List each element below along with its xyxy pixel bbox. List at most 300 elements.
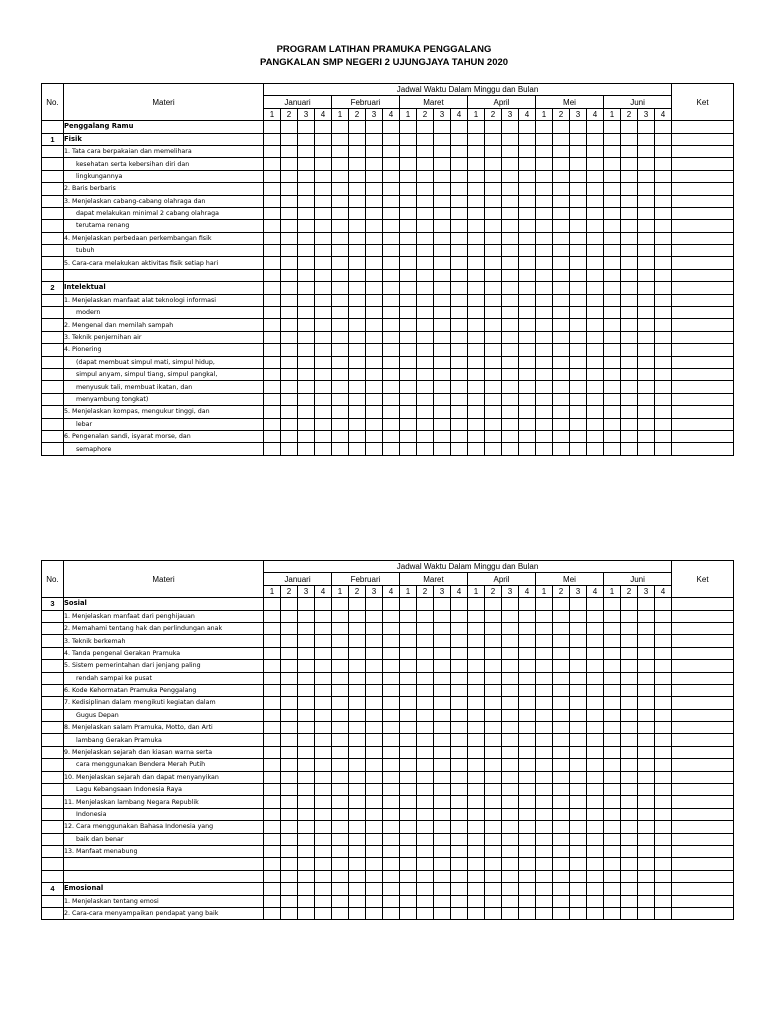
schedule-cell[interactable] — [451, 145, 468, 157]
schedule-cell[interactable] — [281, 821, 298, 833]
schedule-cell[interactable] — [400, 158, 417, 170]
schedule-cell[interactable] — [400, 257, 417, 269]
schedule-cell[interactable] — [315, 672, 332, 684]
schedule-cell[interactable] — [468, 207, 485, 219]
schedule-cell[interactable] — [366, 746, 383, 758]
schedule-cell[interactable] — [451, 833, 468, 845]
schedule-cell[interactable] — [264, 406, 281, 418]
schedule-cell[interactable] — [553, 356, 570, 368]
schedule-cell[interactable] — [400, 746, 417, 758]
schedule-cell[interactable] — [417, 808, 434, 820]
schedule-cell[interactable] — [655, 697, 672, 709]
schedule-cell[interactable] — [485, 672, 502, 684]
schedule-cell[interactable] — [332, 647, 349, 659]
schedule-cell[interactable] — [621, 418, 638, 430]
schedule-cell[interactable] — [655, 368, 672, 380]
schedule-cell[interactable] — [298, 771, 315, 783]
schedule-cell[interactable] — [366, 245, 383, 257]
schedule-cell[interactable] — [553, 319, 570, 331]
schedule-cell[interactable] — [400, 833, 417, 845]
schedule-cell[interactable] — [417, 697, 434, 709]
schedule-cell[interactable] — [638, 368, 655, 380]
schedule-cell[interactable] — [264, 294, 281, 306]
schedule-cell[interactable] — [570, 635, 587, 647]
schedule-cell[interactable] — [400, 443, 417, 455]
ket-cell[interactable] — [672, 622, 734, 634]
schedule-cell[interactable] — [655, 610, 672, 622]
schedule-cell[interactable] — [298, 610, 315, 622]
schedule-cell[interactable] — [264, 684, 281, 696]
schedule-cell[interactable] — [332, 808, 349, 820]
schedule-cell[interactable] — [536, 170, 553, 182]
schedule-cell[interactable] — [638, 598, 655, 610]
schedule-cell[interactable] — [434, 220, 451, 232]
schedule-cell[interactable] — [570, 697, 587, 709]
schedule-cell[interactable] — [417, 672, 434, 684]
schedule-cell[interactable] — [264, 257, 281, 269]
schedule-cell[interactable] — [570, 220, 587, 232]
schedule-cell[interactable] — [536, 684, 553, 696]
schedule-cell[interactable] — [468, 183, 485, 195]
schedule-cell[interactable] — [298, 622, 315, 634]
schedule-cell[interactable] — [502, 183, 519, 195]
schedule-cell[interactable] — [315, 907, 332, 919]
schedule-cell[interactable] — [349, 895, 366, 907]
schedule-cell[interactable] — [570, 344, 587, 356]
ket-cell[interactable] — [672, 610, 734, 622]
schedule-cell[interactable] — [604, 907, 621, 919]
schedule-cell[interactable] — [383, 319, 400, 331]
schedule-cell[interactable] — [570, 833, 587, 845]
schedule-cell[interactable] — [536, 759, 553, 771]
schedule-cell[interactable] — [298, 145, 315, 157]
schedule-cell[interactable] — [468, 833, 485, 845]
schedule-cell[interactable] — [383, 158, 400, 170]
schedule-cell[interactable] — [604, 406, 621, 418]
schedule-cell[interactable] — [519, 598, 536, 610]
schedule-cell[interactable] — [655, 393, 672, 405]
schedule-cell[interactable] — [434, 257, 451, 269]
schedule-cell[interactable] — [400, 610, 417, 622]
ket-cell[interactable] — [672, 170, 734, 182]
schedule-cell[interactable] — [638, 269, 655, 281]
schedule-cell[interactable] — [468, 331, 485, 343]
schedule-cell[interactable] — [281, 443, 298, 455]
schedule-cell[interactable] — [587, 858, 604, 870]
schedule-cell[interactable] — [417, 368, 434, 380]
schedule-cell[interactable] — [366, 307, 383, 319]
schedule-cell[interactable] — [519, 232, 536, 244]
schedule-cell[interactable] — [655, 245, 672, 257]
schedule-cell[interactable] — [570, 418, 587, 430]
ket-cell[interactable] — [672, 381, 734, 393]
schedule-cell[interactable] — [332, 635, 349, 647]
schedule-cell[interactable] — [536, 195, 553, 207]
schedule-cell[interactable] — [315, 121, 332, 133]
schedule-cell[interactable] — [655, 319, 672, 331]
schedule-cell[interactable] — [298, 170, 315, 182]
schedule-cell[interactable] — [281, 684, 298, 696]
ket-cell[interactable] — [672, 257, 734, 269]
schedule-cell[interactable] — [604, 145, 621, 157]
schedule-cell[interactable] — [434, 344, 451, 356]
schedule-cell[interactable] — [281, 133, 298, 145]
schedule-cell[interactable] — [451, 282, 468, 294]
schedule-cell[interactable] — [366, 294, 383, 306]
schedule-cell[interactable] — [485, 282, 502, 294]
ket-cell[interactable] — [672, 430, 734, 442]
schedule-cell[interactable] — [417, 430, 434, 442]
schedule-cell[interactable] — [451, 883, 468, 895]
schedule-cell[interactable] — [383, 635, 400, 647]
schedule-cell[interactable] — [553, 232, 570, 244]
schedule-cell[interactable] — [502, 672, 519, 684]
schedule-cell[interactable] — [502, 622, 519, 634]
schedule-cell[interactable] — [349, 207, 366, 219]
schedule-cell[interactable] — [434, 331, 451, 343]
schedule-cell[interactable] — [349, 796, 366, 808]
schedule-cell[interactable] — [298, 883, 315, 895]
schedule-cell[interactable] — [604, 784, 621, 796]
schedule-cell[interactable] — [638, 660, 655, 672]
schedule-cell[interactable] — [434, 418, 451, 430]
schedule-cell[interactable] — [587, 709, 604, 721]
schedule-cell[interactable] — [638, 635, 655, 647]
schedule-cell[interactable] — [281, 858, 298, 870]
schedule-cell[interactable] — [366, 821, 383, 833]
schedule-cell[interactable] — [400, 759, 417, 771]
schedule-cell[interactable] — [349, 393, 366, 405]
schedule-cell[interactable] — [570, 684, 587, 696]
schedule-cell[interactable] — [536, 635, 553, 647]
ket-cell[interactable] — [672, 821, 734, 833]
schedule-cell[interactable] — [655, 158, 672, 170]
schedule-cell[interactable] — [332, 282, 349, 294]
schedule-cell[interactable] — [570, 319, 587, 331]
schedule-cell[interactable] — [468, 895, 485, 907]
schedule-cell[interactable] — [536, 697, 553, 709]
schedule-cell[interactable] — [536, 307, 553, 319]
schedule-cell[interactable] — [281, 660, 298, 672]
schedule-cell[interactable] — [553, 895, 570, 907]
schedule-cell[interactable] — [553, 269, 570, 281]
schedule-cell[interactable] — [536, 845, 553, 857]
schedule-cell[interactable] — [570, 858, 587, 870]
schedule-cell[interactable] — [383, 257, 400, 269]
schedule-cell[interactable] — [349, 784, 366, 796]
schedule-cell[interactable] — [383, 443, 400, 455]
schedule-cell[interactable] — [349, 672, 366, 684]
schedule-cell[interactable] — [536, 145, 553, 157]
schedule-cell[interactable] — [468, 232, 485, 244]
schedule-cell[interactable] — [485, 269, 502, 281]
schedule-cell[interactable] — [332, 257, 349, 269]
schedule-cell[interactable] — [451, 895, 468, 907]
schedule-cell[interactable] — [383, 145, 400, 157]
schedule-cell[interactable] — [451, 684, 468, 696]
schedule-cell[interactable] — [315, 684, 332, 696]
schedule-cell[interactable] — [519, 307, 536, 319]
schedule-cell[interactable] — [502, 858, 519, 870]
schedule-cell[interactable] — [298, 232, 315, 244]
schedule-cell[interactable] — [604, 207, 621, 219]
schedule-cell[interactable] — [349, 418, 366, 430]
schedule-cell[interactable] — [315, 245, 332, 257]
schedule-cell[interactable] — [655, 443, 672, 455]
schedule-cell[interactable] — [468, 672, 485, 684]
schedule-cell[interactable] — [366, 368, 383, 380]
ket-cell[interactable] — [672, 195, 734, 207]
schedule-cell[interactable] — [485, 393, 502, 405]
schedule-cell[interactable] — [349, 245, 366, 257]
schedule-cell[interactable] — [604, 282, 621, 294]
schedule-cell[interactable] — [434, 907, 451, 919]
schedule-cell[interactable] — [400, 368, 417, 380]
schedule-cell[interactable] — [468, 344, 485, 356]
schedule-cell[interactable] — [468, 368, 485, 380]
schedule-cell[interactable] — [536, 598, 553, 610]
schedule-cell[interactable] — [621, 635, 638, 647]
schedule-cell[interactable] — [604, 895, 621, 907]
schedule-cell[interactable] — [604, 319, 621, 331]
schedule-cell[interactable] — [315, 406, 332, 418]
schedule-cell[interactable] — [536, 269, 553, 281]
schedule-cell[interactable] — [417, 257, 434, 269]
schedule-cell[interactable] — [383, 393, 400, 405]
schedule-cell[interactable] — [349, 660, 366, 672]
schedule-cell[interactable] — [587, 796, 604, 808]
ket-cell[interactable] — [672, 746, 734, 758]
schedule-cell[interactable] — [451, 647, 468, 659]
schedule-cell[interactable] — [536, 858, 553, 870]
schedule-cell[interactable] — [264, 344, 281, 356]
schedule-cell[interactable] — [315, 883, 332, 895]
schedule-cell[interactable] — [655, 294, 672, 306]
schedule-cell[interactable] — [332, 870, 349, 882]
schedule-cell[interactable] — [332, 232, 349, 244]
schedule-cell[interactable] — [519, 406, 536, 418]
schedule-cell[interactable] — [383, 183, 400, 195]
schedule-cell[interactable] — [400, 895, 417, 907]
schedule-cell[interactable] — [298, 796, 315, 808]
schedule-cell[interactable] — [553, 307, 570, 319]
schedule-cell[interactable] — [621, 133, 638, 145]
schedule-cell[interactable] — [315, 381, 332, 393]
ket-cell[interactable] — [672, 833, 734, 845]
schedule-cell[interactable] — [332, 183, 349, 195]
schedule-cell[interactable] — [264, 269, 281, 281]
schedule-cell[interactable] — [655, 722, 672, 734]
schedule-cell[interactable] — [383, 121, 400, 133]
schedule-cell[interactable] — [264, 635, 281, 647]
schedule-cell[interactable] — [638, 734, 655, 746]
schedule-cell[interactable] — [281, 796, 298, 808]
schedule-cell[interactable] — [621, 684, 638, 696]
schedule-cell[interactable] — [655, 808, 672, 820]
schedule-cell[interactable] — [485, 858, 502, 870]
schedule-cell[interactable] — [366, 858, 383, 870]
schedule-cell[interactable] — [638, 257, 655, 269]
schedule-cell[interactable] — [315, 393, 332, 405]
schedule-cell[interactable] — [366, 845, 383, 857]
schedule-cell[interactable] — [587, 808, 604, 820]
schedule-cell[interactable] — [298, 344, 315, 356]
schedule-cell[interactable] — [468, 635, 485, 647]
schedule-cell[interactable] — [383, 722, 400, 734]
schedule-cell[interactable] — [281, 245, 298, 257]
schedule-cell[interactable] — [570, 133, 587, 145]
schedule-cell[interactable] — [638, 145, 655, 157]
schedule-cell[interactable] — [332, 331, 349, 343]
schedule-cell[interactable] — [434, 133, 451, 145]
schedule-cell[interactable] — [281, 307, 298, 319]
schedule-cell[interactable] — [451, 257, 468, 269]
schedule-cell[interactable] — [553, 722, 570, 734]
schedule-cell[interactable] — [536, 610, 553, 622]
schedule-cell[interactable] — [570, 598, 587, 610]
schedule-cell[interactable] — [400, 796, 417, 808]
schedule-cell[interactable] — [366, 257, 383, 269]
schedule-cell[interactable] — [553, 883, 570, 895]
schedule-cell[interactable] — [264, 232, 281, 244]
schedule-cell[interactable] — [366, 907, 383, 919]
schedule-cell[interactable] — [553, 734, 570, 746]
schedule-cell[interactable] — [485, 121, 502, 133]
schedule-cell[interactable] — [519, 883, 536, 895]
schedule-cell[interactable] — [621, 709, 638, 721]
schedule-cell[interactable] — [621, 319, 638, 331]
schedule-cell[interactable] — [400, 709, 417, 721]
schedule-cell[interactable] — [519, 393, 536, 405]
schedule-cell[interactable] — [536, 796, 553, 808]
schedule-cell[interactable] — [519, 672, 536, 684]
schedule-cell[interactable] — [451, 635, 468, 647]
ket-cell[interactable] — [672, 722, 734, 734]
schedule-cell[interactable] — [502, 870, 519, 882]
schedule-cell[interactable] — [587, 406, 604, 418]
schedule-cell[interactable] — [502, 883, 519, 895]
schedule-cell[interactable] — [553, 821, 570, 833]
schedule-cell[interactable] — [638, 245, 655, 257]
schedule-cell[interactable] — [451, 133, 468, 145]
schedule-cell[interactable] — [587, 269, 604, 281]
schedule-cell[interactable] — [400, 722, 417, 734]
schedule-cell[interactable] — [366, 282, 383, 294]
schedule-cell[interactable] — [468, 158, 485, 170]
schedule-cell[interactable] — [383, 307, 400, 319]
schedule-cell[interactable] — [264, 660, 281, 672]
schedule-cell[interactable] — [553, 610, 570, 622]
schedule-cell[interactable] — [553, 796, 570, 808]
schedule-cell[interactable] — [315, 368, 332, 380]
schedule-cell[interactable] — [366, 734, 383, 746]
schedule-cell[interactable] — [417, 622, 434, 634]
schedule-cell[interactable] — [621, 393, 638, 405]
schedule-cell[interactable] — [264, 220, 281, 232]
schedule-cell[interactable] — [604, 393, 621, 405]
schedule-cell[interactable] — [383, 356, 400, 368]
schedule-cell[interactable] — [621, 307, 638, 319]
schedule-cell[interactable] — [468, 784, 485, 796]
schedule-cell[interactable] — [417, 734, 434, 746]
schedule-cell[interactable] — [332, 294, 349, 306]
schedule-cell[interactable] — [587, 145, 604, 157]
schedule-cell[interactable] — [451, 660, 468, 672]
schedule-cell[interactable] — [298, 430, 315, 442]
schedule-cell[interactable] — [434, 622, 451, 634]
schedule-cell[interactable] — [315, 232, 332, 244]
schedule-cell[interactable] — [366, 635, 383, 647]
schedule-cell[interactable] — [349, 821, 366, 833]
schedule-cell[interactable] — [451, 796, 468, 808]
schedule-cell[interactable] — [451, 170, 468, 182]
schedule-cell[interactable] — [366, 684, 383, 696]
schedule-cell[interactable] — [536, 870, 553, 882]
schedule-cell[interactable] — [332, 833, 349, 845]
schedule-cell[interactable] — [570, 307, 587, 319]
schedule-cell[interactable] — [264, 307, 281, 319]
schedule-cell[interactable] — [434, 759, 451, 771]
schedule-cell[interactable] — [604, 746, 621, 758]
schedule-cell[interactable] — [332, 269, 349, 281]
schedule-cell[interactable] — [417, 771, 434, 783]
schedule-cell[interactable] — [485, 796, 502, 808]
schedule-cell[interactable] — [298, 784, 315, 796]
schedule-cell[interactable] — [587, 368, 604, 380]
ket-cell[interactable] — [672, 734, 734, 746]
schedule-cell[interactable] — [366, 220, 383, 232]
schedule-cell[interactable] — [485, 709, 502, 721]
ket-cell[interactable] — [672, 697, 734, 709]
schedule-cell[interactable] — [366, 430, 383, 442]
schedule-cell[interactable] — [366, 660, 383, 672]
schedule-cell[interactable] — [485, 895, 502, 907]
schedule-cell[interactable] — [536, 319, 553, 331]
schedule-cell[interactable] — [315, 808, 332, 820]
schedule-cell[interactable] — [434, 796, 451, 808]
schedule-cell[interactable] — [621, 344, 638, 356]
schedule-cell[interactable] — [468, 684, 485, 696]
schedule-cell[interactable] — [655, 145, 672, 157]
ket-cell[interactable] — [672, 406, 734, 418]
schedule-cell[interactable] — [400, 145, 417, 157]
schedule-cell[interactable] — [604, 697, 621, 709]
schedule-cell[interactable] — [638, 709, 655, 721]
schedule-cell[interactable] — [332, 746, 349, 758]
schedule-cell[interactable] — [298, 734, 315, 746]
schedule-cell[interactable] — [315, 895, 332, 907]
schedule-cell[interactable] — [519, 870, 536, 882]
schedule-cell[interactable] — [298, 647, 315, 659]
schedule-cell[interactable] — [281, 418, 298, 430]
schedule-cell[interactable] — [570, 356, 587, 368]
schedule-cell[interactable] — [281, 145, 298, 157]
schedule-cell[interactable] — [570, 195, 587, 207]
schedule-cell[interactable] — [281, 207, 298, 219]
schedule-cell[interactable] — [468, 282, 485, 294]
schedule-cell[interactable] — [604, 368, 621, 380]
schedule-cell[interactable] — [553, 907, 570, 919]
schedule-cell[interactable] — [281, 170, 298, 182]
schedule-cell[interactable] — [264, 158, 281, 170]
schedule-cell[interactable] — [553, 746, 570, 758]
schedule-cell[interactable] — [468, 269, 485, 281]
schedule-cell[interactable] — [502, 771, 519, 783]
schedule-cell[interactable] — [570, 746, 587, 758]
schedule-cell[interactable] — [451, 598, 468, 610]
schedule-cell[interactable] — [536, 368, 553, 380]
schedule-cell[interactable] — [604, 870, 621, 882]
